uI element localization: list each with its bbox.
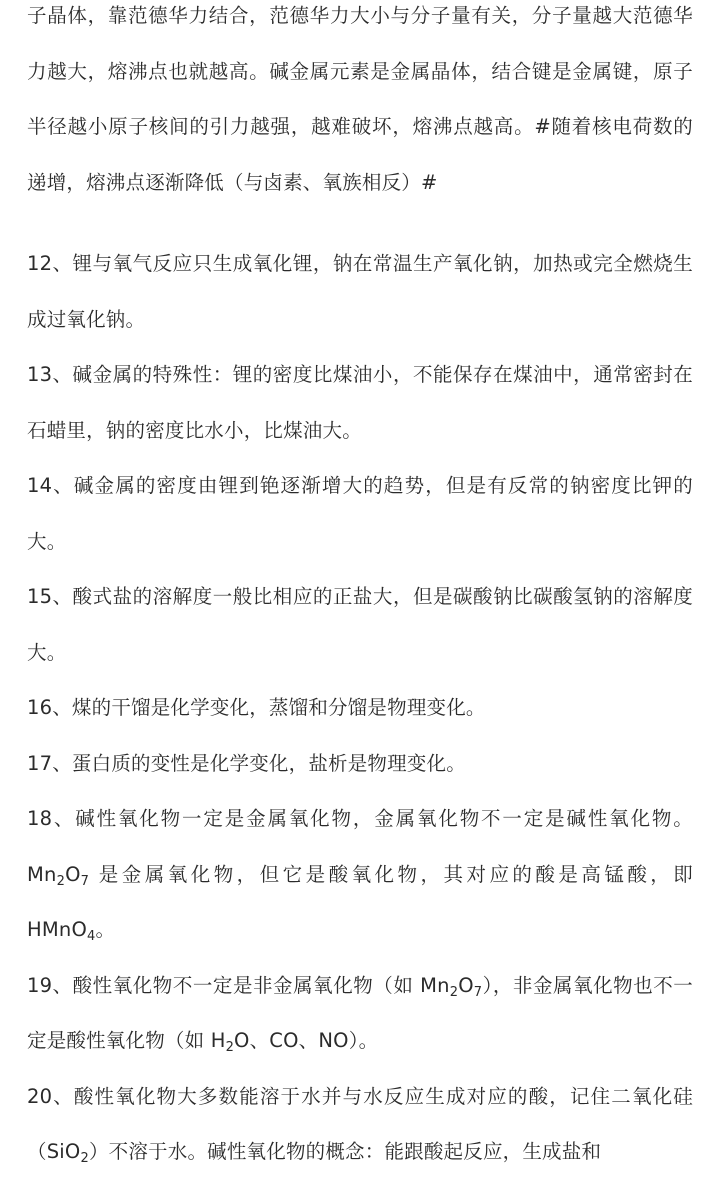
fact-19-subscript-1: 2 [449,984,459,1000]
intro-block [27,0,693,210]
fact-20-text-b: ）不溶于水。碱性氧化物的概念：能跟酸起反应，生成盐和 [88,1140,602,1163]
fact-19-text-d: O、CO、NO）。 [234,1029,379,1052]
fact-18-text-a: 18、碱性氧化物一定是金属氧化物，金属氧化物不一定是碱性氧化物。 [27,807,693,830]
intro-paragraph: 子晶体，靠范德华力结合，范德华力大小与分子量有关，分子量越大范德华力越大，熔沸点也就越高。碱金属元素是金属晶体，结合键是金属键，原子半径越小原子核间的引力越强，越难破坏，熔沸点越高。#随着核电荷数的递增，熔沸点逐渐降低（与卤素、氧族相反）# [27,4,693,194]
fact-item-20 [27,1069,693,1180]
fact-item-19 [27,958,693,1069]
formula-o: O [65,862,81,886]
fact-18-text-b: 是金属氧化物，但它是酸氧化物，其对应的酸是高锰酸，即 [89,862,693,886]
fact-item-17: 17、蛋白质的变性是化学变化，盐析是物理变化。 [27,751,466,775]
formula-hmno-subscript: 4 [87,928,96,944]
fact-19-text-a: 19、酸性氧化物不一定是非金属氧化物（如 Mn [27,973,450,997]
fact-item-16: 16、煤的干馏是化学变化，蒸馏和分馏是物理变化。 [27,696,486,719]
fact-item-14: 14、碱金属的密度由锂到铯逐渐增大的趋势，但是有反常的钠密度比钾的大。 [27,474,693,553]
formula-hmno: HMnO [27,918,87,941]
formula-o-subscript: 7 [80,873,90,889]
fact-18-text-c: 。 [95,918,116,941]
fact-19-subscript-3: 2 [225,1039,235,1055]
formula-mn: Mn [27,862,57,886]
fact-item-15: 15、酸式盐的溶解度一般比相应的正盐大，但是碳酸钠比碳酸氢钠的溶解度大。 [27,585,693,664]
fact-19-subscript-2: 7 [473,984,483,1000]
formula-mn-subscript: 2 [56,873,66,889]
fact-list [27,236,693,1180]
fact-20-subscript-1: 2 [80,1150,89,1166]
fact-20-text-a: 20、酸性氧化物大多数能溶于水并与水反应生成对应的酸，记住二氧化硅（SiO [27,1084,693,1163]
fact-19-text-c: ），非金属氧化物也不一定是酸性氧化物（如 H [27,973,694,1052]
fact-item-12: 12、锂与氧气反应只生成氧化锂，钠在常温生产氧化钠，加热或完全燃烧生成过氧化钠。 [27,252,693,331]
fact-item-13: 13、碱金属的特殊性：锂的密度比煤油小，不能保存在煤油中，通常密封在石蜡里，钠的密度比水小，比煤油大。 [27,363,693,442]
fact-19-text-b: O [458,973,474,997]
fact-item-18 [27,791,693,958]
